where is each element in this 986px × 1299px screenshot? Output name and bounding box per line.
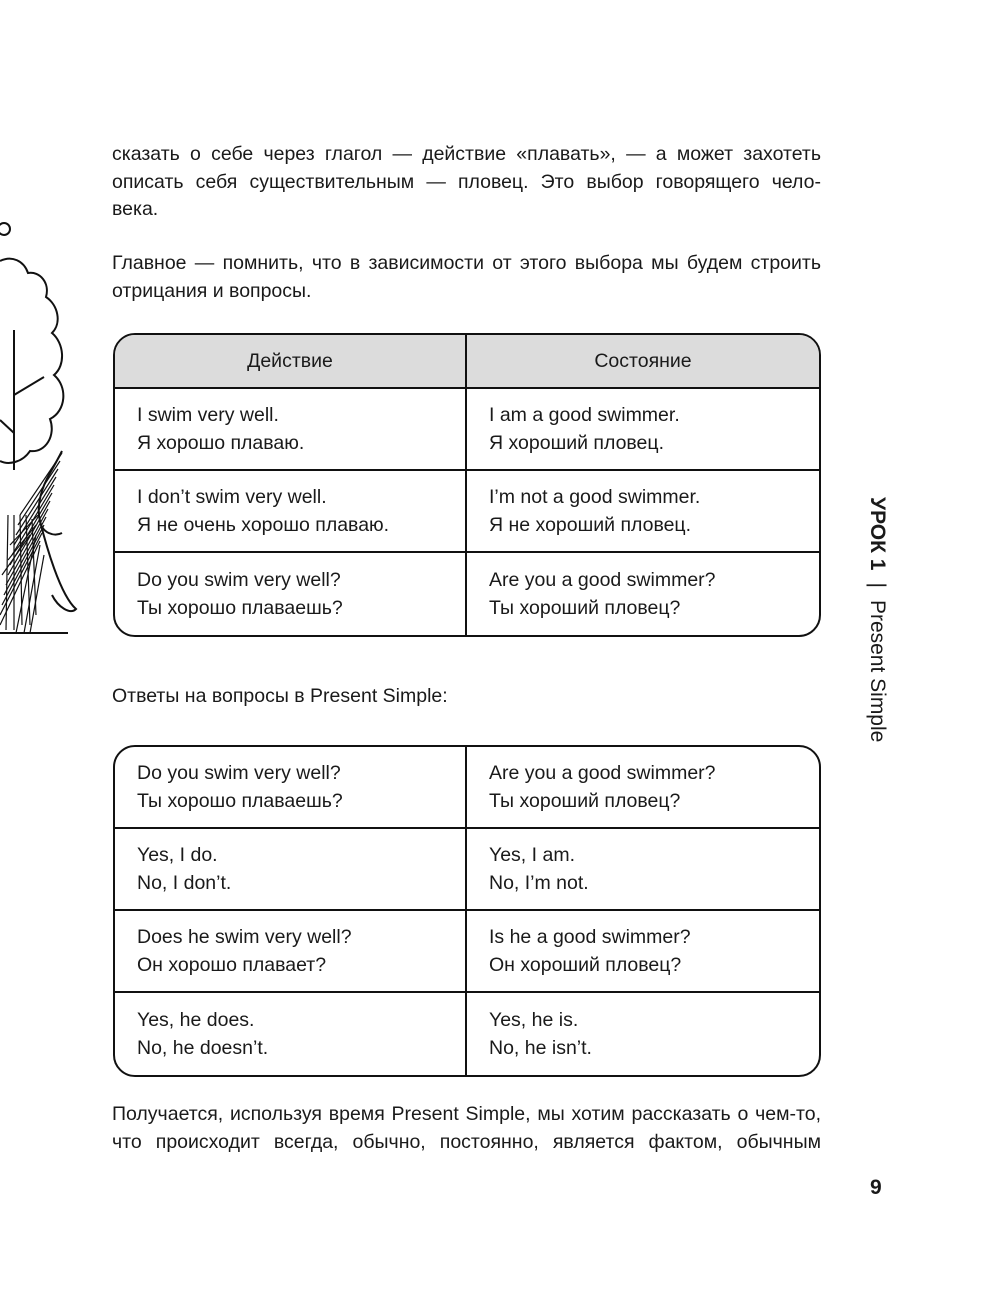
cell-english: Are you a good swimmer? [489,569,716,591]
table-row [115,829,819,911]
main-paragraph [112,250,821,305]
text-line: отрицания и вопросы. [112,279,312,302]
cell-russian: Я хороший пловец. [489,432,664,454]
intro-paragraph [112,141,821,224]
table-cell [467,747,819,829]
table-cell [467,389,819,471]
cell-english: Is he a good swimmer? [489,926,691,948]
cell-russian: Ты хорошо плаваешь? [137,597,343,619]
table-cell [115,993,467,1075]
table-cell [115,389,467,471]
table-cell [115,829,467,911]
table-row [115,911,819,993]
text-line: Главное — помнить, что в зависимости от этого выбора мы будем строить [112,252,821,274]
cell-english: Do you swim very well? [137,762,341,784]
cell-russian: Ты хорошо плаваешь? [137,790,343,812]
table-header-action: Действие [115,335,467,389]
table-row [115,389,819,471]
cell-english: Do you swim very well? [137,569,341,591]
cell-english: I don’t swim very well. [137,486,327,508]
table-header-state: Состояние [467,335,819,389]
table-cell [115,911,467,993]
table-row [115,747,819,829]
text-line: века. [112,198,159,220]
table-cell [467,553,819,635]
cell-russian: Я не очень хорошо плаваю. [137,514,390,536]
cell-russian: Ты хороший пловец? [489,790,681,812]
cell-no: No, I’m not. [489,872,589,894]
table-cell [115,553,467,635]
cell-yes: Yes, he is. [489,1009,579,1031]
table-cell [467,993,819,1075]
cell-yes: Yes, I do. [137,844,218,866]
text-line: что происходит всегда, обычно, постоянно, является фактом, обычным [112,1130,821,1153]
cell-no: No, he doesn’t. [137,1037,269,1059]
cell-no: No, he isn’t. [489,1037,592,1059]
lesson-label: УРОК 1 [866,497,889,571]
cell-english: I am a good swimmer. [489,404,680,426]
text-line: описать себя существительным — пловец. Это выбор говорящего чело- [112,170,821,193]
tree-illustration-icon [0,215,80,640]
chapter-side-label [862,497,892,807]
answers-table [113,745,821,1077]
table-row [115,471,819,553]
table-cell [467,471,819,553]
table-row [115,553,819,635]
action-state-table [113,333,821,637]
cell-russian: Ты хороший пловец? [489,597,681,619]
cell-english: Does he swim very well? [137,926,352,948]
cell-russian: Я не хороший пловец. [489,514,692,536]
answers-heading: Ответы на вопросы в Present Simple: [112,685,448,707]
table-cell [467,911,819,993]
page-number: 9 [870,1176,882,1199]
closing-paragraph [112,1101,821,1156]
topic-label: Present Simple [866,599,889,743]
cell-russian: Он хороший пловец? [489,954,682,976]
cell-no: No, I don’t. [137,872,232,894]
cell-english: Are you a good swimmer? [489,762,716,784]
cell-russian: Я хорошо плаваю. [137,432,305,454]
cell-english: I’m not a good swimmer. [489,486,701,508]
table-cell [115,747,467,829]
text-line: Получается, используя время Present Simple, мы хотим рассказать о чем-то, [112,1103,821,1125]
table-cell [115,471,467,553]
label-separator: | [866,582,889,588]
text-line: сказать о себе через глагол — действие «плавать», — а может захотеть [112,143,821,165]
table-row [115,993,819,1075]
cell-yes: Yes, I am. [489,844,575,866]
cell-english: I swim very well. [137,404,279,426]
table-cell [467,829,819,911]
cell-yes: Yes, he does. [137,1009,255,1031]
cell-russian: Он хорошо плавает? [137,954,327,976]
